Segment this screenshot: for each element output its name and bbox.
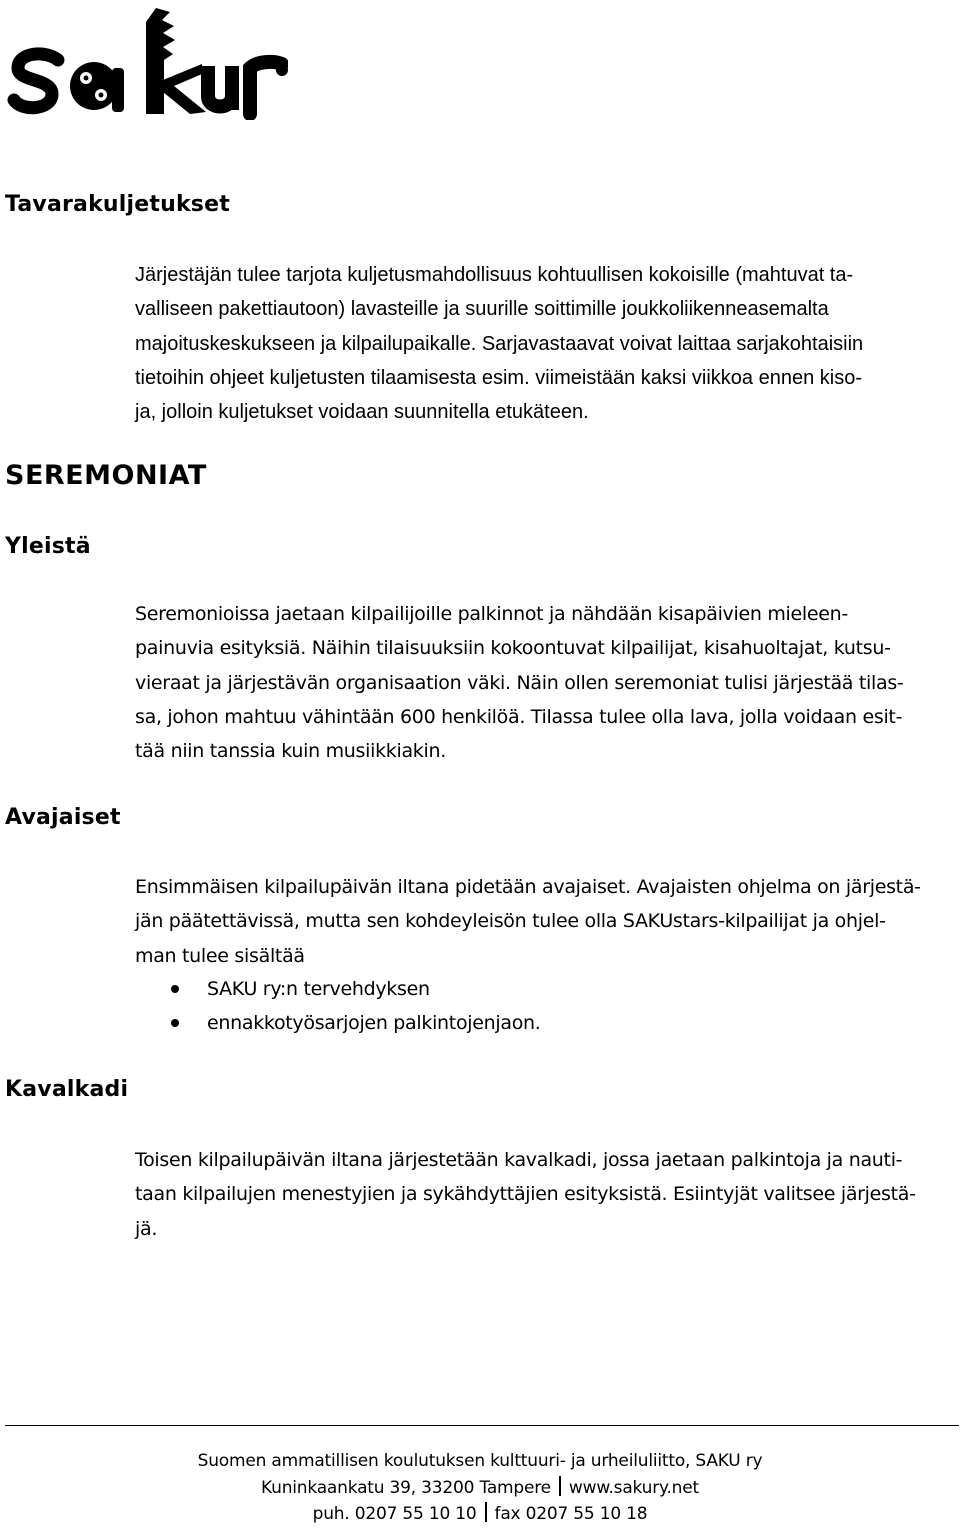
paragraph-yleista <box>135 597 927 768</box>
text-line: taan kilpailujen menestyjien ja sykähdyttäjien esityksistä. Esiintyjät valitsee järjestä- <box>135 1183 916 1206</box>
bullet-icon <box>171 985 179 993</box>
text-line: vieraat ja järjestävän organisaation väki. Näin ollen seremoniat tulisi järjestää tilas- <box>135 671 904 694</box>
text-line: man tulee sisältää <box>135 944 305 967</box>
saku-logo <box>6 2 288 120</box>
footer-phone: puh. 0207 55 10 10 <box>312 1504 477 1524</box>
subheading-yleista: Yleistä <box>5 534 91 559</box>
text-line: Ensimmäisen kilpailupäivän iltana pidetään avajaiset. Avajaisten ohjelma on järjestä- <box>135 876 921 898</box>
text-line: jä. <box>135 1217 158 1240</box>
text-line: tää niin tanssia kuin musiikkiakin. <box>135 740 446 763</box>
separator <box>485 1502 487 1522</box>
list-item-text: SAKU ry:n tervehdyksen <box>207 978 430 1000</box>
footer-address-line <box>0 1475 960 1502</box>
text-line: tietoihin ohjeet kuljetusten tilaamisesta esim. viimeistään kaksi viikkoa ennen kiso- <box>135 366 863 389</box>
subheading-avajaiset: Avajaiset <box>5 805 121 830</box>
paragraph-avajaiset <box>135 870 927 973</box>
footer-contact-line <box>0 1501 960 1528</box>
text-line: majoituskeskukseen ja kilpailupaikalle. Sarjavastaavat voivat laittaa sarjakohtaisiin <box>135 332 864 355</box>
footer-address: Kuninkaankatu 39, 33200 Tampere <box>261 1477 551 1498</box>
paragraph-tavarakuljetukset <box>135 258 927 429</box>
text-line: painuvia esityksiä. Näihin tilaisuuksiin kokoontuvat kilpailijat, kisahuoltajat, kutsu- <box>135 637 891 660</box>
avajaiset-bullet-list <box>135 972 541 1041</box>
bullet-icon <box>171 1019 179 1027</box>
footer <box>0 1448 960 1528</box>
text-line: valliseen pakettiautoon) lavasteille ja suurille soittimille joukkoliikenneasemalta <box>135 298 829 321</box>
text-line: Seremonioissa jaetaan kilpailijoille palkinnot ja nähdään kisapäivien mieleen- <box>135 603 848 625</box>
text-line: ja, jolloin kuljetukset voidaan suunnitella etukäteen. <box>135 401 589 424</box>
list-item <box>135 1006 541 1040</box>
text-line: Järjestäjän tulee tarjota kuljetusmahdollisuus kohtuullisen kokoisille (mahtuvat ta- <box>135 264 854 286</box>
list-item-text: ennakkotyösarjojen palkintojenjaon. <box>207 1012 541 1035</box>
footer-fax: fax 0207 55 10 18 <box>494 1504 648 1524</box>
text-line: jän päätettävissä, mutta sen kohdeyleisön tulee olla SAKUstars-kilpailijat ja ohjel- <box>135 910 886 933</box>
footer-org: Suomen ammatillisen koulutuksen kulttuuri- ja urheiluliitto, SAKU ry <box>197 1451 763 1471</box>
text-line: sa, johon mahtuu vähintään 600 henkilöä. Tilassa tulee olla lava, jolla voidaan esit- <box>135 705 903 728</box>
list-item <box>135 972 541 1006</box>
text-line: Toisen kilpailupäivän iltana järjestetään kavalkadi, jossa jaetaan palkintoja ja nauti- <box>135 1149 903 1171</box>
section-heading-seremoniat: SEREMONIAT <box>5 460 207 491</box>
footer-divider <box>5 1425 959 1426</box>
subheading-kavalkadi: Kavalkadi <box>5 1077 129 1102</box>
paragraph-kavalkadi <box>135 1143 927 1246</box>
footer-web-link[interactable]: www.sakury.net <box>568 1477 699 1498</box>
separator <box>559 1476 561 1496</box>
section-heading-tavarakuljetukset: Tavarakuljetukset <box>5 192 230 217</box>
